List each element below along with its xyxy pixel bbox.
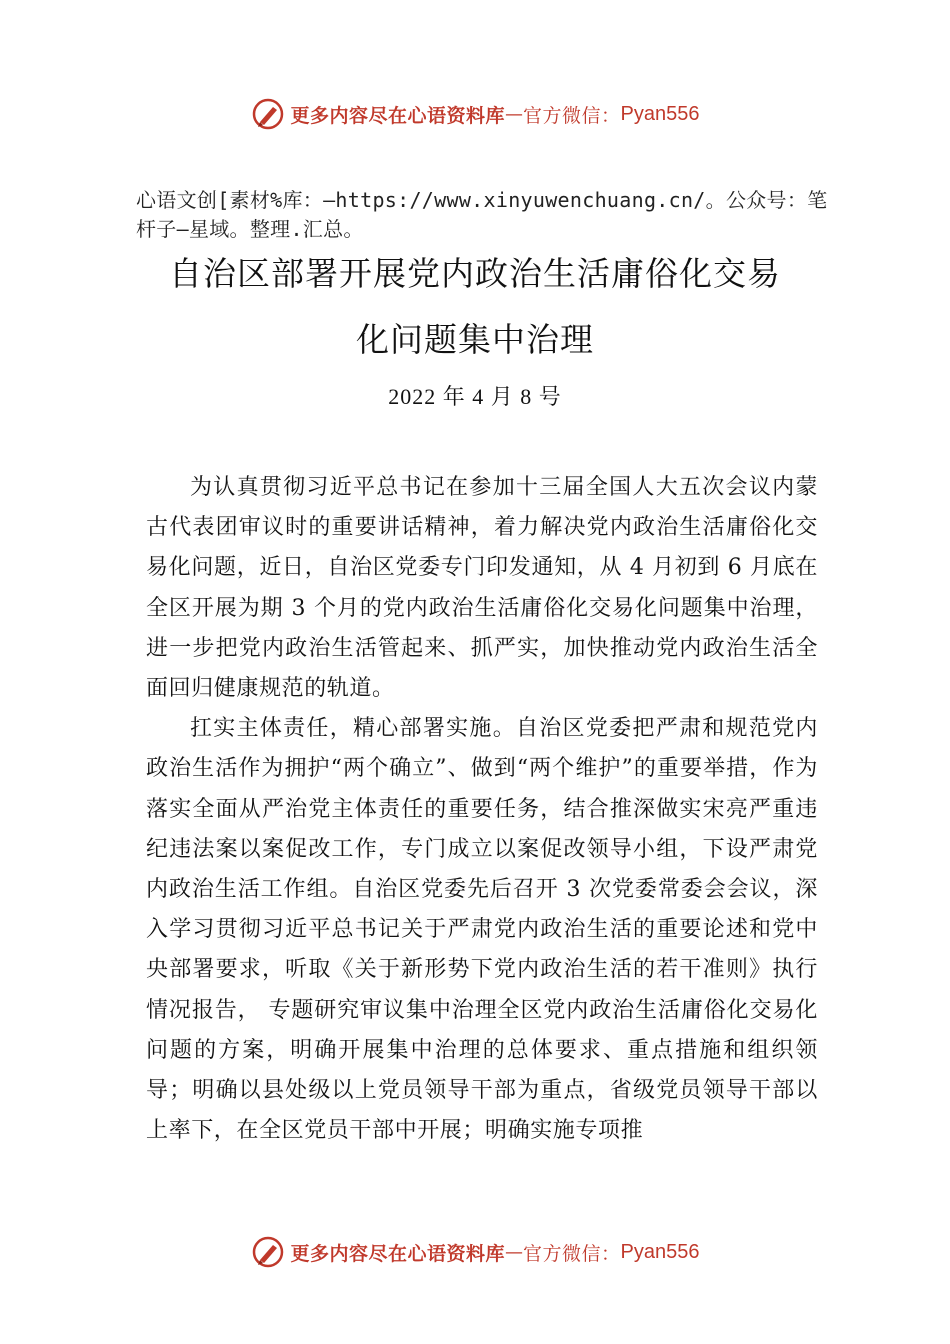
document-title-line-2: 化问题集中治理 bbox=[356, 320, 594, 359]
banner-wechat-id: Pyan556 bbox=[620, 102, 700, 125]
banner-wechat-id: Pyan556 bbox=[620, 1240, 700, 1263]
banner-text: 更多内容尽在心语资料库 bbox=[290, 1242, 506, 1265]
document-date: 2022 年 4 月 8 号 bbox=[388, 384, 562, 409]
body-paragraph-1: 为认真贯彻习近平总书记在参加十三届全国人大五次会议内蒙古代表团审议时的重要讲话精神，着力解决党内政治生活庸俗化交易化问题，近日，自治区党委专门印发通知，从 4 月初到 6 月底在全区开展为期 3 个月的党内政治生活庸俗化交易化问题集中治理，进一步把党内政治生活管起来、抓严实，加快推动党内政治生活全面回归健康规范的轨道。 bbox=[146, 475, 818, 702]
pen-logo-icon bbox=[251, 1235, 285, 1269]
pen-logo-icon bbox=[251, 97, 285, 131]
source-note: 心语文创[素材%库：—https://www.xinyuwenchuang.cn/。公众号：笔杆子—星域。整理.汇总。 bbox=[136, 188, 828, 241]
footer-banner bbox=[0, 1232, 950, 1272]
header-banner bbox=[0, 94, 950, 134]
banner-dash: — bbox=[505, 1241, 524, 1263]
body-paragraph-2: 扛实主体责任，精心部署实施。自治区党委把严肃和规范党内政治生活作为拥护“两个确立”、做到“两个维护”的重要举措，作为落实全面从严治党主体责任的重要任务，结合推深做实宋亮严重违纪违法案以案促改工作，专门成立以案促改领导小组，下设严肃党内政治生活工作组。自治区党委先后召开 3 次党委常委会会议，深入学习贯彻习近平总书记关于严肃党内政治生活的重要论述和党中央部署要求，听取《关于新形势下党内政治生活的若干准则》执行情况报告， 专题研究审议集中治理全区党内政治生活庸俗化交易化问题的方案，明确开展集中治理的总体要求、重点措施和组织领导；明确以县处级以上党员领导干部为重点，省级党员领导干部以上率下，在全区党员干部中开展；明确实施专项推 bbox=[146, 716, 818, 1144]
banner-text: 更多内容尽在心语资料库 bbox=[290, 104, 506, 127]
banner-wechat-label: 官方微信： bbox=[523, 104, 621, 127]
document-title-line-1: 自治区部署开展党内政治生活庸俗化交易 bbox=[169, 254, 781, 293]
banner-dash: — bbox=[505, 103, 524, 125]
banner-wechat-label: 官方微信： bbox=[523, 1242, 621, 1265]
document-body bbox=[146, 468, 818, 1151]
